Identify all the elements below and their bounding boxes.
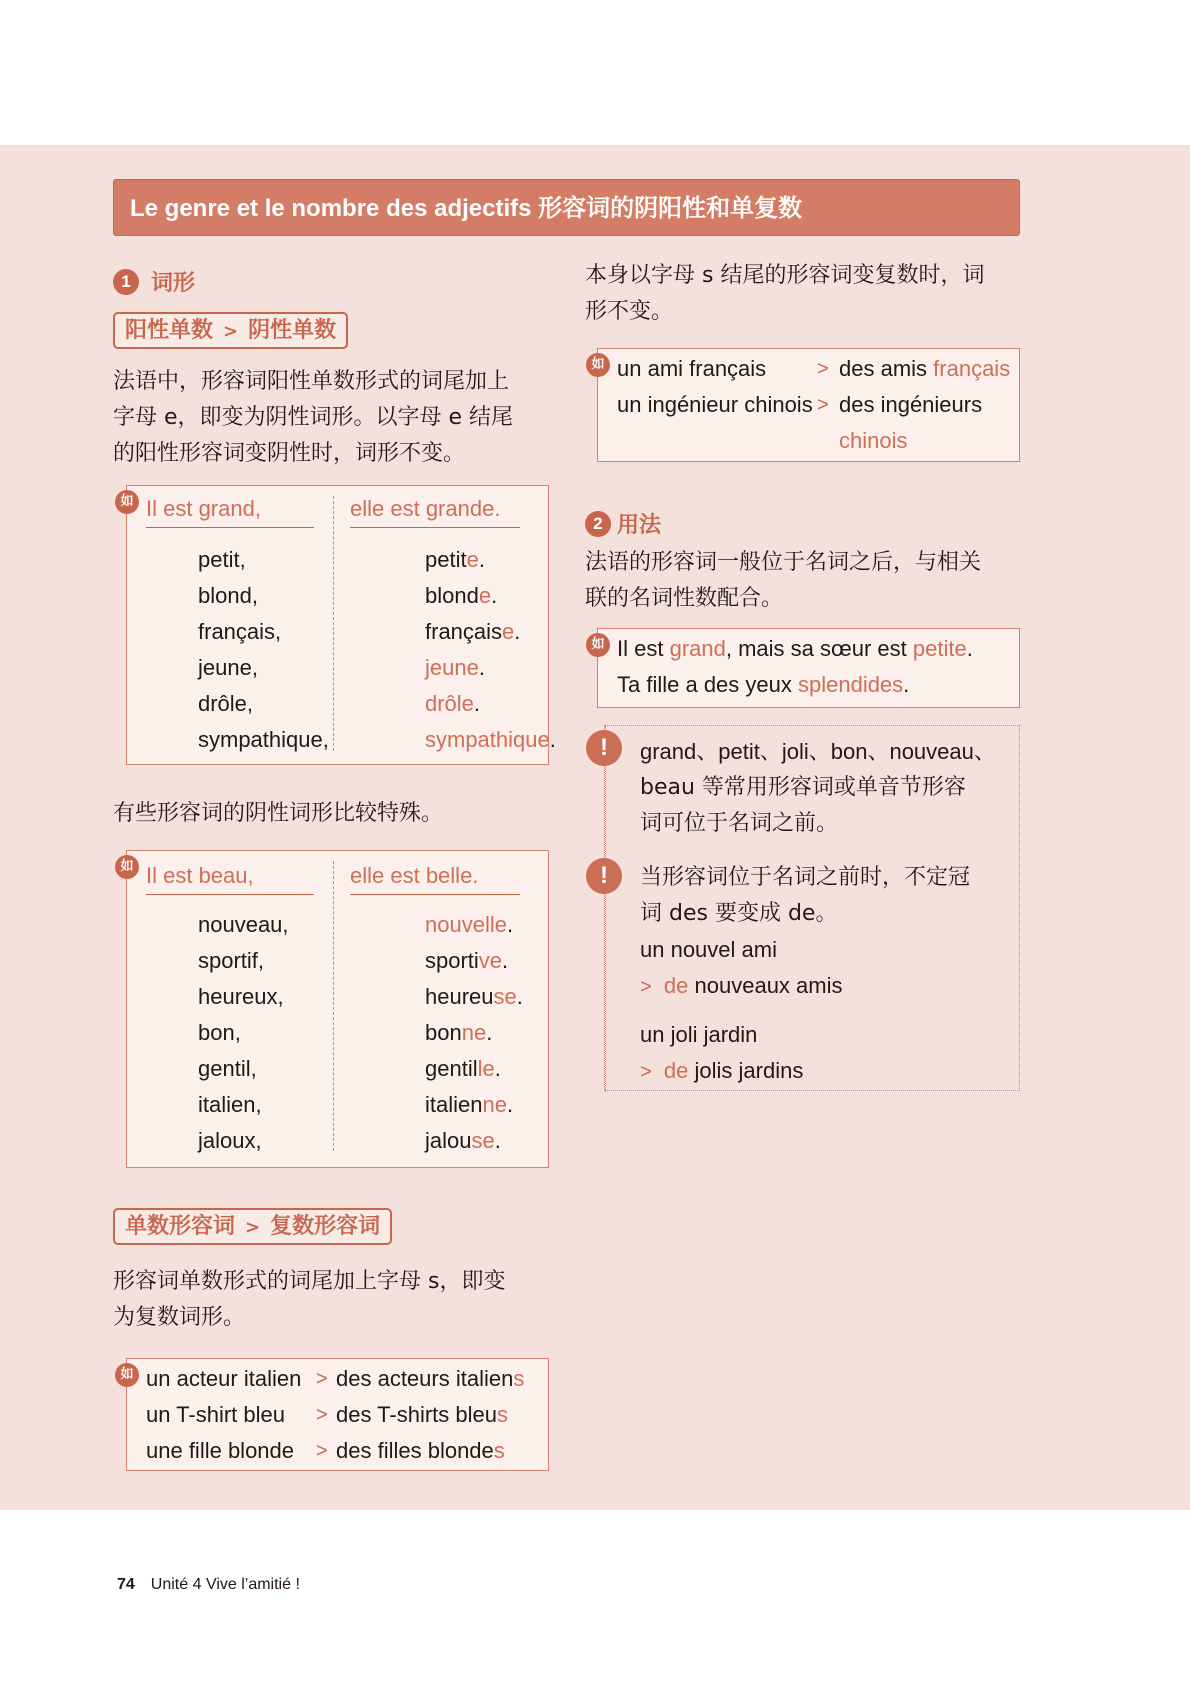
- text: .: [903, 672, 910, 697]
- section-1-title: 词形: [151, 271, 196, 296]
- section-2-title: 用法: [617, 513, 662, 538]
- stem: blond: [425, 583, 479, 608]
- example-line: un joli jardin: [640, 1022, 758, 1047]
- page-number: 74: [117, 1576, 135, 1593]
- punct: .: [491, 583, 498, 608]
- highlight: ne: [461, 1020, 487, 1045]
- highlight: de: [663, 1058, 689, 1083]
- highlight: grand: [669, 636, 726, 661]
- feminine-form: [425, 1123, 523, 1159]
- masculine-form: drôle,: [198, 691, 254, 716]
- feminine-form: [425, 1015, 523, 1051]
- punct: .: [494, 1056, 501, 1081]
- masculine-list: [198, 542, 329, 758]
- note-2: [640, 860, 1020, 932]
- usage-example-line-1: [617, 631, 973, 667]
- text-line: 本身以字母 s 结尾的形容词变复数时，词: [585, 263, 985, 288]
- plural-form: [336, 1361, 524, 1397]
- highlight: se: [471, 1128, 495, 1153]
- singular-form: un ami français: [617, 356, 767, 381]
- masculine-form: italien,: [198, 1092, 262, 1117]
- usage-example-line-2: [617, 667, 973, 703]
- masculine-form: bon,: [198, 1020, 241, 1045]
- stem: des T-shirts bleu: [336, 1402, 498, 1427]
- stem: des acteurs italien: [336, 1366, 514, 1391]
- text: Il est: [617, 636, 670, 661]
- example-box-4: [597, 348, 1020, 462]
- highlight: s: [493, 1438, 505, 1463]
- punct: .: [486, 1020, 493, 1045]
- highlight: jeune: [425, 655, 479, 680]
- arrow-icon: >: [640, 1061, 652, 1083]
- dotted-divider: [605, 726, 606, 1092]
- stem: français: [425, 619, 503, 644]
- plural-form: [839, 351, 1010, 387]
- text-line: 词可位于名词之前。: [640, 811, 839, 836]
- example-header-right: elle est grande.: [350, 496, 520, 528]
- text: nouveaux amis: [688, 973, 843, 998]
- pill-label-b: 阴性单数: [248, 318, 337, 343]
- punct: .: [478, 547, 485, 572]
- stem: jalou: [425, 1128, 472, 1153]
- feminine-form: [425, 650, 556, 686]
- highlight: ve: [478, 948, 503, 973]
- example-box-5: [597, 628, 1020, 708]
- punct: .: [494, 1128, 501, 1153]
- warning-icon: !: [586, 730, 622, 766]
- arrow-icon: >: [316, 1404, 328, 1426]
- usage-example: [617, 631, 973, 703]
- masculine-form: blond,: [198, 583, 258, 608]
- text-line: beau 等常用形容词或单音节形容: [640, 775, 966, 800]
- singular-form: un acteur italien: [146, 1366, 302, 1391]
- arrow-icon: >: [245, 1217, 261, 1238]
- masculine-form: sportif,: [198, 948, 265, 973]
- example-box-3: [126, 1358, 549, 1471]
- stem: italien: [425, 1092, 483, 1117]
- highlight: petite: [912, 636, 967, 661]
- punct: .: [514, 619, 521, 644]
- usage-paragraph: [585, 545, 1025, 617]
- plural-form: des ingénieurs: [839, 392, 983, 417]
- feminine-form: [425, 686, 556, 722]
- stem: des amis: [839, 356, 934, 381]
- text-line: 法语的形容词一般位于名词之后，与相关: [585, 550, 982, 575]
- dashed-divider: [333, 861, 334, 1151]
- pill-masc-to-fem: [113, 312, 348, 349]
- example-marker-icon: 如: [115, 855, 139, 879]
- text-line: 为复数词形。: [113, 1305, 246, 1330]
- highlight: français: [933, 356, 1011, 381]
- masculine-form: jeune,: [198, 655, 258, 680]
- feminine-list: [425, 907, 523, 1159]
- singular-form: un ingénieur chinois: [617, 392, 813, 417]
- page-footer: [117, 1576, 300, 1594]
- section-2-heading: [585, 508, 661, 539]
- section-number-badge: 1: [113, 269, 139, 295]
- stem: des filles blonde: [336, 1438, 494, 1463]
- note-2-examples: [640, 932, 843, 1090]
- example-row: [617, 351, 1010, 387]
- example-marker-icon: 如: [115, 1363, 139, 1387]
- warning-icon: !: [586, 858, 622, 894]
- highlight: le: [477, 1056, 495, 1081]
- punct: .: [473, 691, 481, 716]
- masculine-list: [198, 907, 289, 1159]
- highlight: s: [513, 1366, 525, 1391]
- punct: .: [478, 655, 485, 680]
- rule-paragraph-4: [585, 258, 1025, 330]
- rule-paragraph-1: [113, 364, 553, 472]
- example-box-1: [126, 485, 556, 765]
- text-line: 的阳性形容词变阴性时，词形不变。: [113, 441, 466, 466]
- highlight: chinois: [839, 428, 908, 453]
- example-marker-icon: 如: [586, 353, 610, 377]
- pill-label-b: 复数形容词: [270, 1214, 381, 1239]
- example-line: [640, 1053, 843, 1090]
- example-row: [146, 1397, 524, 1433]
- arrow-icon: >: [316, 1440, 328, 1462]
- feminine-form: [425, 943, 523, 979]
- arrow-icon: >: [223, 321, 239, 342]
- stem: gentil: [425, 1056, 478, 1081]
- singular-form: une fille blonde: [146, 1438, 295, 1463]
- arrow-icon: >: [316, 1368, 328, 1390]
- punct: .: [506, 1092, 514, 1117]
- section-number-badge: 2: [585, 511, 611, 537]
- unit-title: Unité 4 Vive l’amitié !: [150, 1576, 300, 1593]
- highlight: se: [493, 984, 517, 1009]
- example-line: un nouvel ami: [640, 937, 777, 962]
- feminine-form: [425, 979, 523, 1015]
- example-marker-icon: 如: [115, 490, 139, 514]
- plural-form: [336, 1433, 505, 1469]
- spacer: [640, 1005, 843, 1017]
- plural-examples: [146, 1361, 524, 1469]
- punct: .: [506, 912, 514, 937]
- highlight: e: [502, 619, 515, 644]
- example-marker-icon: 如: [586, 633, 610, 657]
- text-line: 联的名词性数配合。: [585, 586, 784, 611]
- punct: .: [549, 727, 556, 752]
- masculine-form: heureux,: [198, 984, 284, 1009]
- plural-form: [336, 1397, 508, 1433]
- masculine-form: petit,: [198, 547, 246, 572]
- masculine-form: nouveau,: [198, 912, 289, 937]
- feminine-form: [425, 614, 556, 650]
- example-header-right: elle est belle.: [350, 863, 520, 895]
- text: , mais sa sœur est: [725, 636, 913, 661]
- stem: sporti: [425, 948, 479, 973]
- highlight: e: [478, 583, 492, 608]
- text: .: [966, 636, 973, 661]
- text-line: 词 des 要变成 de。: [640, 901, 838, 926]
- feminine-form: [425, 907, 523, 943]
- example-header-left: Il est grand,: [146, 496, 314, 528]
- text-line: 法语中，形容词阳性单数形式的词尾加上: [113, 369, 510, 394]
- masculine-form: français,: [198, 619, 282, 644]
- stem: heureu: [425, 984, 494, 1009]
- arrow-icon: >: [640, 976, 652, 998]
- text-line: grand、petit、joli、bon、nouveau、: [640, 739, 996, 764]
- text-line: 形容词单数形式的词尾加上字母 s，即变: [113, 1269, 506, 1294]
- highlight: e: [466, 547, 479, 572]
- text: Ta fille a des yeux: [617, 672, 798, 697]
- pill-label-a: 阳性单数: [125, 318, 214, 343]
- highlight: de: [663, 973, 689, 998]
- text-line: 形不变。: [585, 299, 674, 324]
- punct: .: [502, 948, 509, 973]
- punct: .: [516, 984, 523, 1009]
- highlight: sympathique: [425, 727, 550, 752]
- arrow-icon: >: [817, 358, 829, 380]
- highlight: ne: [482, 1092, 507, 1117]
- highlight: splendides: [797, 672, 904, 697]
- highlight: drôle: [425, 691, 474, 716]
- arrow-icon: >: [817, 394, 829, 416]
- feminine-form: [425, 542, 556, 578]
- text-line: 当形容词位于名词之前时，不定冠: [640, 865, 971, 890]
- example-row-continued: [617, 423, 1010, 459]
- masculine-form: gentil,: [198, 1056, 257, 1081]
- dashed-divider: [333, 496, 334, 751]
- rule-paragraph-2: 有些形容词的阴性词形比较特殊。: [113, 801, 444, 826]
- highlight: nouvelle: [425, 912, 507, 937]
- pill-sing-to-plural: [113, 1208, 392, 1245]
- masculine-form: sympathique,: [198, 727, 329, 752]
- stem: petit: [425, 547, 467, 572]
- example-header-left: Il est beau,: [146, 863, 314, 895]
- feminine-form: [425, 1051, 523, 1087]
- feminine-form: [425, 722, 556, 758]
- text-line: 字母 e，即变为阴性词形。以字母 e 结尾: [113, 405, 514, 430]
- example-row: [146, 1433, 524, 1469]
- example-row: [617, 387, 1010, 423]
- pill-label-a: 单数形容词: [125, 1214, 236, 1239]
- feminine-list: [425, 542, 556, 758]
- highlight: s: [497, 1402, 509, 1427]
- example-row: [146, 1361, 524, 1397]
- section-1-heading: [113, 266, 195, 297]
- note-1: [640, 734, 1020, 842]
- plural-s-examples: [617, 351, 1010, 459]
- feminine-form: [425, 578, 556, 614]
- singular-form: un T-shirt bleu: [146, 1402, 286, 1427]
- section-title-bar: Le genre et le nombre des adjectifs 形容词的阴阳性和单复数: [113, 179, 1020, 236]
- example-box-2: [126, 850, 549, 1168]
- example-line: [640, 968, 843, 1005]
- feminine-form: [425, 1087, 523, 1123]
- text: jolis jardins: [688, 1058, 804, 1083]
- rule-paragraph-3: [113, 1264, 553, 1336]
- stem: bon: [425, 1020, 462, 1045]
- masculine-form: jaloux,: [198, 1128, 262, 1153]
